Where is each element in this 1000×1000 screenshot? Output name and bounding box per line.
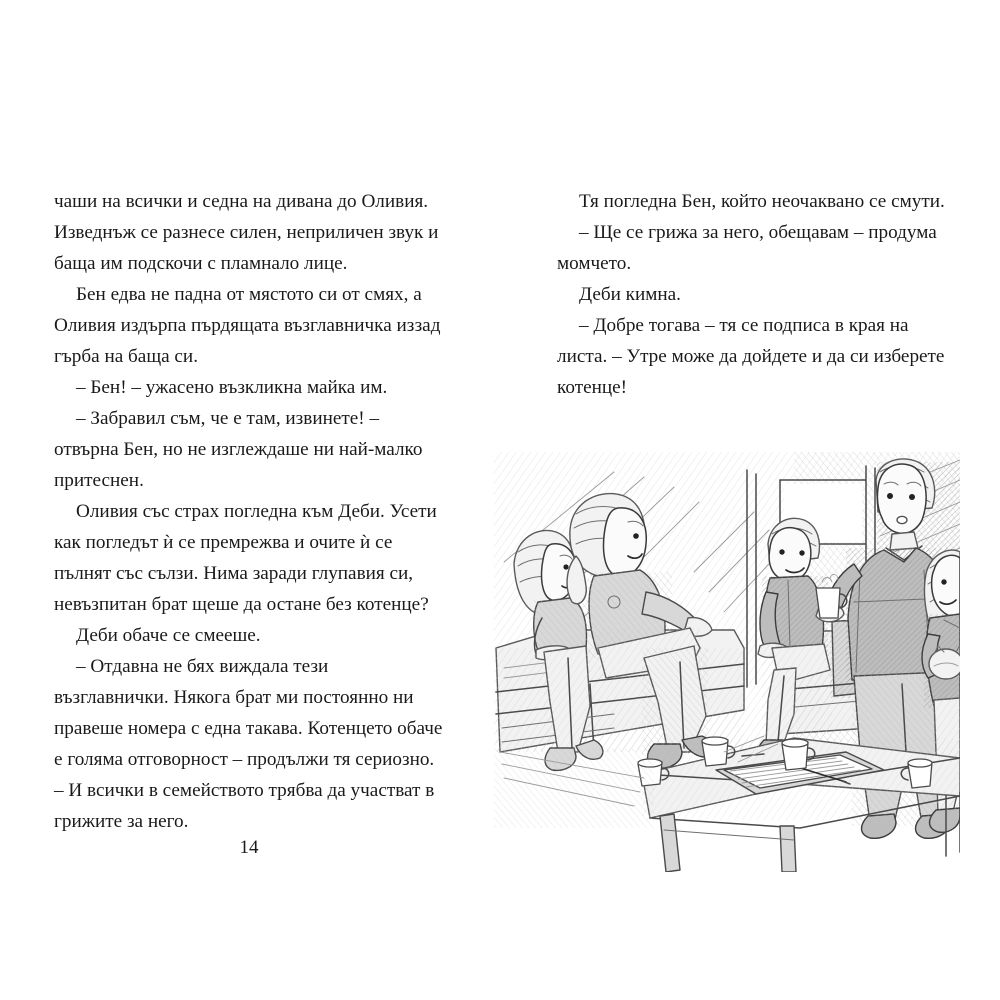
paragraph: – Ще се грижа за него, обещавам – продума момчето. bbox=[557, 222, 942, 274]
right-text-column bbox=[557, 186, 950, 403]
paragraph: – Добре тогава – тя се подписа в края на листа. – Утре може да дойдете и да си изберете котенце! bbox=[557, 315, 950, 398]
kitten bbox=[929, 649, 960, 679]
paragraph: – Забравил съм, че е там, извинете! – отвърна Бен, но не изглеждаше ни най-малко притеснен. bbox=[54, 408, 428, 491]
paragraph: Деби обаче се смееше. bbox=[76, 625, 261, 646]
page-number: 14 bbox=[239, 837, 259, 858]
left-text-column bbox=[54, 186, 448, 837]
paragraph: Тя погледна Бен, който неочаквано се смути. bbox=[579, 191, 945, 212]
paragraph: Бен едва не падна от мястото си от смях, а Оливия издърпа пърдящата възглавничка иззад гърба на баща си. bbox=[54, 284, 446, 367]
paragraph: чаши на всички и седна на дивана до Оливия. Изведнъж се разнесе силен, неприличен звук и баща им подскочи с пламнало лице. bbox=[54, 191, 444, 274]
paragraph: – Бен! – ужасено възкликна майка им. bbox=[76, 377, 388, 398]
illustration-living-room-scene bbox=[494, 452, 960, 872]
paragraph: Оливия със страх погледна към Деби. Усети как погледът ѝ се премрежва и очите ѝ се пълнят със сълзи. Нима заради глупавия си, невъзпитан брат щеше да остане без котенце? bbox=[54, 501, 442, 615]
paragraph: Деби кимна. bbox=[579, 284, 681, 305]
paragraph: – Отдавна не бях виждала тези възглавнички. Някога брат ми постоянно ни правеше номера с една такава. Котенцето обаче е голяма отговорност – продължи тя сериозно. – И всички в семейството трябва да участват в грижите за него. bbox=[54, 656, 448, 832]
